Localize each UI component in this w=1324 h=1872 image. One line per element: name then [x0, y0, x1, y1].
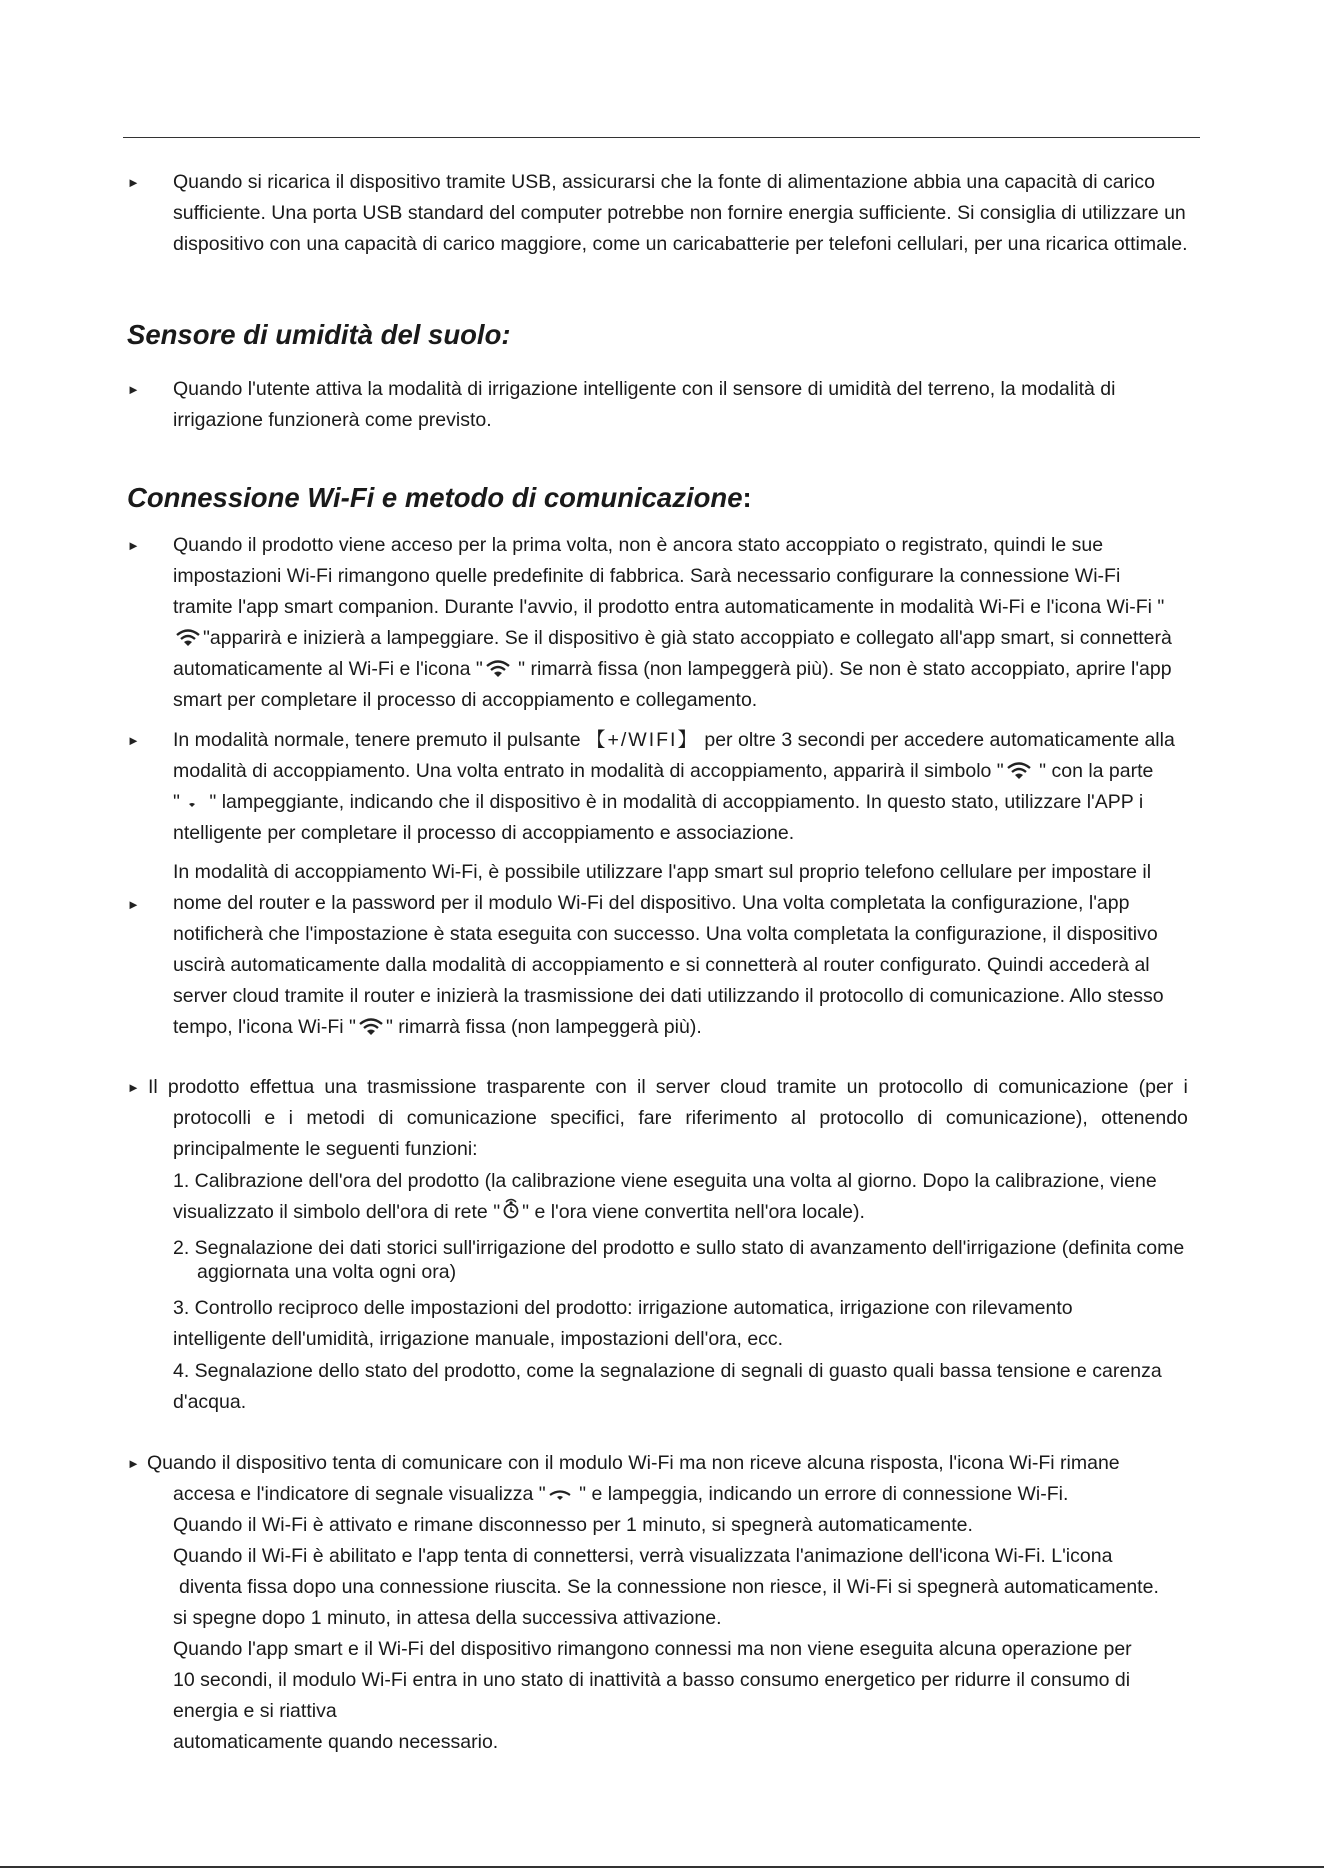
text-line: nome del router e la password per il modulo Wi-Fi del dispositivo. Una volta completata la configurazione, l'app	[173, 892, 1130, 914]
text-line: sufficiente. Una porta USB standard del computer potrebbe non fornire energia sufficiente. Si consiglia di utilizzare un	[173, 202, 1186, 224]
word: i	[288, 1107, 293, 1129]
text-line	[173, 1012, 702, 1043]
text-line: notificherà che l'impostazione è stata eseguita con successo. Una volta completata la configurazione, il dispositivo	[173, 923, 1158, 945]
word: un	[846, 1076, 869, 1098]
section-heading-wifi	[127, 480, 752, 516]
key-label: 【+/WIFI】	[585, 729, 699, 751]
list-item-1: 1. Calibrazione dell'ora del prodotto (la calibrazione viene eseguita una volta al giorno. Dopo la calibrazione, viene	[173, 1170, 1157, 1192]
word: comunicazione	[406, 1107, 537, 1129]
word: protocollo	[878, 1076, 963, 1098]
list-item-2: 2. Segnalazione dei dati storici sull'irrigazione del prodotto e sullo stato di avanzamento dell'irrigazione (definita come	[173, 1237, 1185, 1259]
word: una	[324, 1076, 357, 1098]
text-line: Quando si ricarica il dispositivo tramite USB, assicurarsi che la fonte di alimentazione abbia una capacità di carico	[173, 171, 1155, 193]
text-segment: " con la parte	[1033, 760, 1154, 782]
word: prodotto	[167, 1076, 240, 1098]
word: di	[917, 1107, 933, 1129]
text-line: Quando il prodotto viene acceso per la prima volta, non è ancora stato accoppiato o registrato, quindi le sue	[173, 534, 1104, 556]
bullet-marker: ►	[127, 1080, 140, 1095]
word: di	[973, 1076, 989, 1098]
text-line: principalmente le seguenti funzioni:	[173, 1138, 478, 1160]
text-line: si spegne dopo 1 minuto, in attesa della successiva attivazione.	[173, 1607, 722, 1629]
text-segment: " e lampeggia, indicando un errore di connessione Wi-Fi.	[573, 1483, 1069, 1505]
text-segment: "	[173, 791, 180, 813]
text-segment: In modalità normale, tenere premuto il pulsante	[173, 729, 586, 751]
text-segment: accesa e l'indicatore di segnale visualizza "	[173, 1483, 546, 1505]
word: protocolli	[173, 1107, 252, 1129]
heading-colon: :	[742, 482, 752, 513]
text-line	[173, 787, 1143, 818]
text-line: Quando l'utente attiva la modalità di irrigazione intelligente con il sensore di umidità del terreno, la modalità di	[173, 378, 1116, 400]
text-line: automaticamente quando necessario.	[173, 1731, 499, 1753]
word: i	[1183, 1076, 1188, 1098]
word: comunicazione),	[945, 1107, 1088, 1129]
text-line: impostazioni Wi-Fi rimangono quelle predefinite di fabbrica. Sarà necessario configurare la connessione Wi-Fi	[173, 565, 1121, 587]
text-line	[173, 623, 1172, 654]
text-line: uscirà automaticamente dalla modalità di accoppiamento e si connetterà al router configurato. Quindi accederà al	[173, 954, 1150, 976]
bullet-marker: ►	[127, 1456, 140, 1471]
text-line: aggiornata una volta ogni ora)	[197, 1261, 457, 1283]
word: metodi	[306, 1107, 365, 1129]
text-line	[173, 725, 1175, 756]
text-line: d'acqua.	[173, 1391, 247, 1413]
text-segment: " lampeggiante, indicando che il dispositivo è in modalità di accoppiamento. In questo stato, utilizzare l'APP i	[203, 791, 1144, 813]
text-segment: "apparirà e inizierà a lampeggiare. Se il dispositivo è già stato accoppiato e collegato all'app smart, si connetterà	[203, 627, 1172, 649]
text-line: irrigazione funzionerà come previsto.	[173, 409, 492, 431]
word: cloud	[720, 1076, 767, 1098]
wifi-icon	[175, 629, 201, 647]
text-line: ntelligente per completare il processo di accoppiamento e associazione.	[173, 822, 795, 844]
word: specifici,	[550, 1107, 625, 1129]
word: ottenendo	[1101, 1107, 1188, 1129]
justified-line	[173, 1103, 1188, 1134]
text-segment: " rimarrà fissa (non lampeggerà più). Se non è stato accoppiato, aprire l'app	[512, 658, 1172, 680]
list-item-4: 4. Segnalazione dello stato del prodotto, come la segnalazione di segnali di guasto quali bassa tensione e carenza	[173, 1360, 1162, 1382]
word: tramite	[776, 1076, 837, 1098]
word: con	[595, 1076, 627, 1098]
bullet-marker: ►	[127, 733, 140, 748]
network-time-icon	[502, 1198, 520, 1220]
text-line: Quando il dispositivo tenta di comunicare con il modulo Wi-Fi ma non riceve alcuna risposta, l'icona Wi-Fi rimane	[147, 1452, 1120, 1474]
text-line: Quando il Wi-Fi è attivato e rimane disconnesso per 1 minuto, si spegnerà automaticamente.	[173, 1514, 973, 1536]
heading-text: Connessione Wi-Fi e metodo di comunicazione	[127, 482, 743, 513]
word: trasmissione	[367, 1076, 477, 1098]
text-line: intelligente dell'umidità, irrigazione manuale, impostazioni dell'ora, ecc.	[173, 1328, 784, 1350]
text-line	[173, 654, 1172, 685]
text-segment: " rimarrà fissa (non lampeggerà più).	[385, 1016, 702, 1038]
text-segment: " e l'ora viene convertita nell'ora locale).	[522, 1201, 865, 1223]
text-segment: visualizzato il simbolo dell'ora di rete "	[173, 1201, 501, 1223]
text-line: dispositivo con una capacità di carico maggiore, come un caricabatterie per telefoni cellulari, per una ricarica ottimale.	[173, 233, 1188, 255]
word: al	[790, 1107, 806, 1129]
text-line: 10 secondi, il modulo Wi-Fi entra in uno stato di inattività a basso consumo energetico per ridurre il consumo di	[173, 1669, 1131, 1691]
word: e	[264, 1107, 276, 1129]
section-heading-soil: Sensore di umidità del suolo:	[127, 319, 511, 350]
text-line: tramite l'app smart companion. Durante l'avvio, il prodotto entra automaticamente in modalità Wi-Fi e l'icona Wi-Fi "	[173, 596, 1165, 618]
justified-line	[148, 1072, 1188, 1103]
word: comunicazione	[998, 1076, 1129, 1098]
word: protocollo	[819, 1107, 904, 1129]
header-rule	[123, 137, 1200, 138]
text-segment: modalità di accoppiamento. Una volta entrato in modalità di accoppiamento, apparirà il simbolo "	[173, 760, 1004, 782]
text-segment: automaticamente al Wi-Fi e l'icona "	[173, 658, 483, 680]
word: di	[378, 1107, 394, 1129]
text-segment: tempo, l'icona Wi-Fi "	[173, 1016, 356, 1038]
word: riferimento	[685, 1107, 778, 1129]
text-line: Quando l'app smart e il Wi-Fi del dispositivo rimangono connessi ma non viene eseguita alcuna operazione per	[173, 1638, 1132, 1660]
text-line: server cloud tramite il router e inizierà la trasmissione dei dati utilizzando il protocollo di comunicazione. Allo stesso	[173, 985, 1164, 1007]
wifi-dot-icon	[182, 797, 202, 811]
text-line: Quando il Wi-Fi è abilitato e l'app tenta di connettersi, verrà visualizzata l'animazione dell'icona Wi-Fi. L'icona	[173, 1545, 1113, 1567]
word: (per	[1138, 1076, 1174, 1098]
text-segment: per oltre 3 secondi per accedere automaticamente alla	[698, 729, 1175, 751]
bullet-marker: ►	[127, 538, 140, 553]
word: trasparente	[486, 1076, 586, 1098]
text-line	[173, 756, 1153, 787]
word: fare	[638, 1107, 672, 1129]
text-line: energia e si riattiva	[173, 1700, 337, 1722]
wifi-signal-icon	[548, 1489, 572, 1503]
word: il	[637, 1076, 646, 1098]
bullet-marker: ►	[127, 175, 140, 190]
bullet-marker: ►	[127, 382, 140, 397]
word: server	[655, 1076, 710, 1098]
text-line: In modalità di accoppiamento Wi-Fi, è possibile utilizzare l'app smart sul proprio telefono cellulare per impostare il	[173, 861, 1152, 883]
list-item-3: 3. Controllo reciproco delle impostazioni del prodotto: irrigazione automatica, irrigazione con rilevamento	[173, 1297, 1073, 1319]
footer-rule	[0, 1866, 1324, 1868]
bullet-marker: ►	[127, 897, 140, 912]
word: Il	[148, 1076, 158, 1098]
text-line	[173, 1479, 1068, 1510]
text-line: smart per completare il processo di accoppiamento e collegamento.	[173, 689, 758, 711]
wifi-icon	[485, 660, 511, 678]
wifi-icon	[358, 1018, 384, 1036]
text-line	[173, 1197, 865, 1228]
wifi-icon	[1006, 762, 1032, 780]
word: effettua	[249, 1076, 315, 1098]
text-line: diventa fissa dopo una connessione riuscita. Se la connessione non riesce, il Wi-Fi si spegnerà automaticamente.	[179, 1576, 1159, 1598]
